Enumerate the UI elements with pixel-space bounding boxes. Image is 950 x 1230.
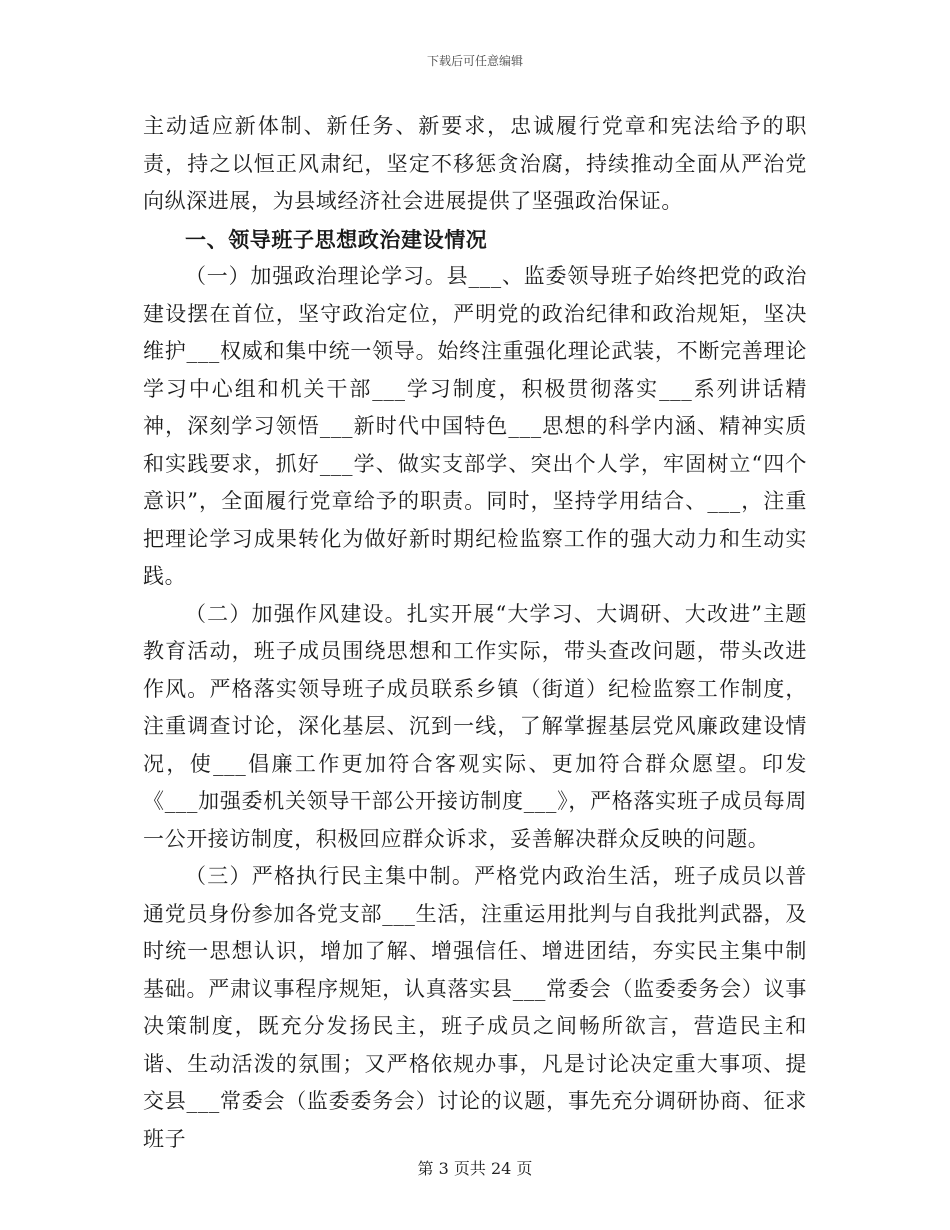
paragraph-democracy: （三）严格执行民主集中制。严格党内政治生活，班子成员以普通党员身份参加各党支部___生活，注重运用批判与自我批判武器，及时统一思想认识，增加了解、增强信任、增进团结，夯实民主集中制基础。严肃议事程序规矩，认真落实县___常委会（监委委务会）议事决策制度，既充分发扬民主，班子成员之间畅所欲言，营造民主和谐、生动活泼的氛围；又严格依规办事，凡是讨论决定重大事项、提交县___常委会（监委委务会）讨论的议题，事先充分调研协商、征求班子: [143, 864, 807, 1151]
paragraph-style: （二）加强作风建设。扎实开展“大学习、大调研、大改进”主题教育活动，班子成员围绕思想和工作实际，带头查改问题，带头改进作风。严格落实领导班子成员联系乡镇（街道）纪检监察工作制度，注重调查讨论，深化基层、沉到一线，了解掌握基层党风廉政建设情况，使___倡廉工作更加符合客观实际、更加符合群众愿望。印发《___加强委机关领导干部公开接访制度___》，严格落实班子成员每周一公开接访制度，积极回应群众诉求，妥善解决群众反映的问题。: [143, 601, 807, 851]
header-note: 下载后可任意编辑: [426, 54, 523, 68]
document-body: [143, 108, 807, 1158]
paragraph-study: （一）加强政治理论学习。县___、监委领导班子始终把党的政治建设摆在首位，坚守政治定位，严明党的政治纪律和政治规矩，坚决维护___权威和集中统一领导。始终注重强化理论武装，不断完善理论学习中心组和机关干部___学习制度，积极贯彻落实___系列讲话精神，深刻学习领悟___新时代中国特色___思想的科学内涵、精神实质和实践要求，抓好___学、做实支部学、突出个人学，牢固树立“四个意识”，全面履行党章给予的职责。同时，坚持学用结合、___，注重把理论学习成果转化为做好新时期纪检监察工作的强大动力和生动实践。: [143, 264, 807, 588]
page-number: 第 3 页共 24 页: [417, 1159, 533, 1178]
section-heading: 一、领导班子思想政治建设情况: [185, 226, 488, 252]
intro-paragraph: 主动适应新体制、新任务、新要求，忠诚履行党章和宪法给予的职责，持之以恒正风肃纪，坚定不移惩贪治腐，持续推动全面从严治党向纵深进展，为县域经济社会进展提供了坚强政治保证。: [143, 114, 807, 213]
